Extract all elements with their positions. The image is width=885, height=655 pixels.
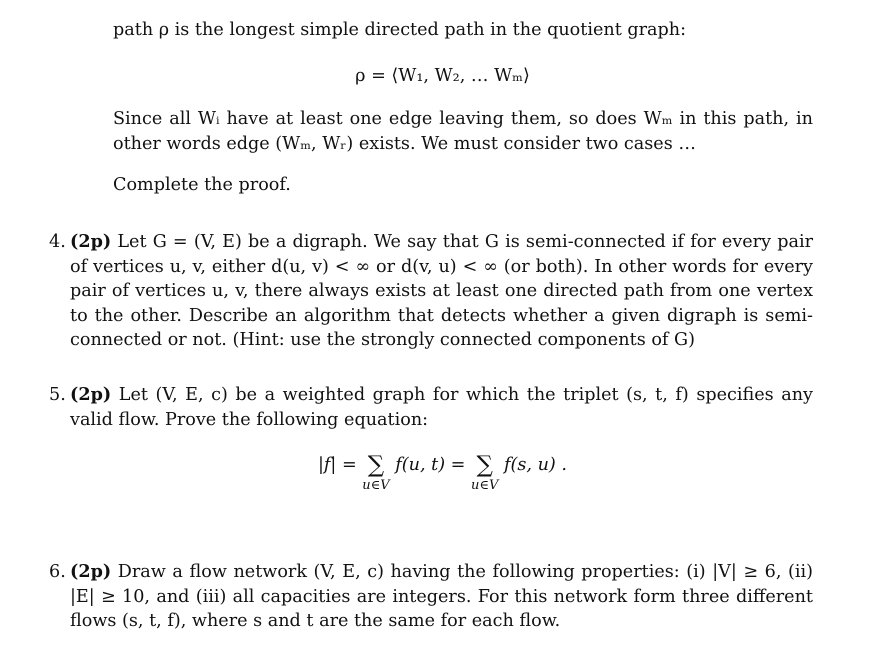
exercise-4 [49,230,813,353]
sum-symbol-2: ∑ [476,452,493,478]
exercise-4-points: (2p) [70,231,112,252]
exercise-6-text: Draw a flow network (V, E, c) having the following properties: (i) |V| ≥ 6, (ii) |E| ≥ 10, and (iii) all capacities are integers. For this network form three different flows (s, t, f), where s and t are the same for each flow. [70,562,814,631]
exercise-4-number: 4. [49,232,66,252]
rho-equation: ρ = ⟨W₁, W₂, … Wₘ⟩ [355,66,530,86]
exercise-6-number: 6. [49,562,66,582]
flow-eq-sum-2-term: f(s, u) . [504,455,567,475]
exercise-5-text: Let (V, E, c) be a weighted graph for which the triplet (s, t, f) specifies any valid flow. Prove the following equation: [70,385,813,430]
sum-2-subscript: u∈V [471,478,499,493]
path-intro-text: path ρ is the longest simple directed path in the quotient graph: [113,20,687,40]
since-paragraph: Since all Wᵢ have at least one edge leaving them, so does Wₘ in this path, in other words edge (Wₘ, Wᵣ) exists. We must consider two cases … [113,109,813,154]
exercise-5 [49,383,813,432]
sum-symbol-1: ∑ [367,452,385,478]
sum-1-subscript: u∈V [362,478,390,493]
exercise-5-points: (2p) [70,384,112,405]
flow-equation [0,452,885,494]
flow-eq-lhs: |f| = [317,455,357,475]
flow-eq-sum-1 [362,452,389,494]
exercise-4-text: Let G = (V, E) be a digraph. We say that G is semi-connected if for every pair of vertices u, v, either d(u, v) < ∞ or d(v, u) < ∞ (or both). In other words for every pair of vertices u, v, there always exists at least one directed path from one vertex to the other. Describe an algorithm that detects whether a given digraph is semi-connected or not. (Hint: use the strongly connected components of G) [70,232,813,350]
complete-the-proof: Complete the proof. [113,175,291,195]
flow-eq-sum-2 [471,452,498,494]
flow-eq-sum-1-term: f(u, t) = [395,455,466,475]
exercise-5-number: 5. [49,385,66,405]
exercise-6 [49,560,813,634]
exercise-5-body [70,383,813,432]
exercise-6-body [70,560,813,634]
exercise-6-points: (2p) [70,561,112,582]
exercise-4-body [70,230,813,353]
